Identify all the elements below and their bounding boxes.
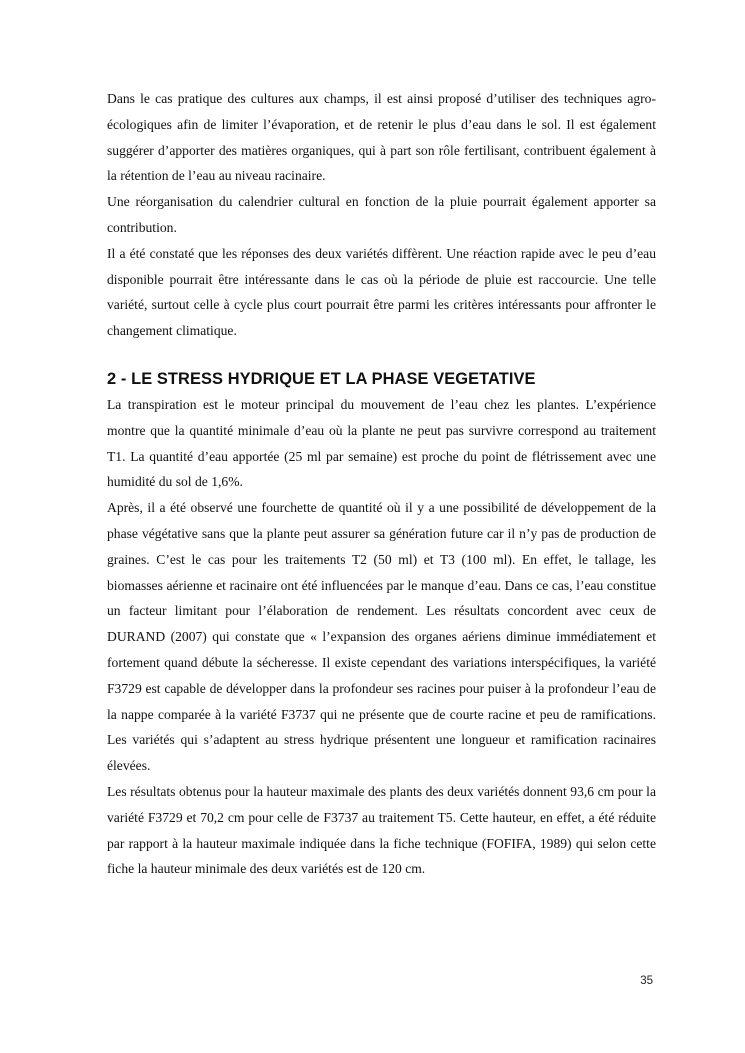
intro-paragraph-2: Une réorganisation du calendrier cultural en fonction de la pluie pourrait également apporter sa contribution. (107, 194, 656, 235)
section-paragraph-3: Les résultats obtenus pour la hauteur maximale des plants des deux variétés donnent 93,6 cm pour la variété F3729 et 70,2 cm pour celle de F3737 au traitement T5. Cette hauteur, en effet, a été réduite par rapport à la hauteur maximale indiquée dans la fiche technique (FOFIFA, 1989) qui selon cette fiche la hauteur minimale des deux variétés est de 120 cm. (107, 783, 656, 877)
page-number: 35 (640, 975, 653, 987)
section-paragraph-1: La transpiration est le moteur principal du mouvement de l’eau chez les plantes. L’expérience montre que la quantité minimale d’eau où la plante ne peut pas survivre correspond au traitement T1. La quantité d’eau apportée (25 ml par semaine) est proche du point de flétrissement avec une humidité du sol de 1,6%. (107, 396, 656, 490)
section-heading: 2 - LE STRESS HYDRIQUE ET LA PHASE VEGETATIVE (107, 369, 536, 388)
page-body (107, 86, 656, 882)
intro-paragraph-3: Il a été constaté que les réponses des deux variétés diffèrent. Une réaction rapide avec le peu d’eau disponible pourrait être intéressante dans le cas où la période de pluie est raccourcie. Une telle variété, surtout celle à cycle plus court pourrait être parmi les critères intéressants pour affronter le changement climatique. (107, 245, 656, 339)
section-paragraph-2: Après, il a été observé une fourchette de quantité où il y a une possibilité de développement de la phase végétative sans que la plante peut assurer sa génération future car il n’y pas de production de graines. C’est le cas pour les traitements T2 (50 ml) et T3 (100 ml). En effet, le tallage, les biomasses aérienne et racinaire ont été influencées par le manque d’eau. Dans ce cas, l’eau constitue un facteur limitant pour l’élaboration de rendement. Les résultats concordent avec ceux de DURAND (2007) qui constate que « l’expansion des organes aériens diminue immédiatement et fortement quand débute la sécheresse. Il existe cependant des variations interspécifiques, la variété F3729 est capable de développer dans la profondeur ses racines pour puiser à la profondeur l’eau de la nappe comparée à la variété F3737 qui ne présente que de courte racine et peu de ramifications. Les variétés qui s’adaptent au stress hydrique présentent une longueur et ramification racinaires élevées. (107, 500, 656, 774)
intro-paragraph-1: Dans le cas pratique des cultures aux champs, il est ainsi proposé d’utiliser des techniques agro-écologiques afin de limiter l’évaporation, et de retenir le plus d’eau dans le sol. Il est également suggérer d’apporter des matières organiques, qui à part son rôle fertilisant, contribuent également à la rétention de l’eau au niveau racinaire. (107, 91, 656, 184)
